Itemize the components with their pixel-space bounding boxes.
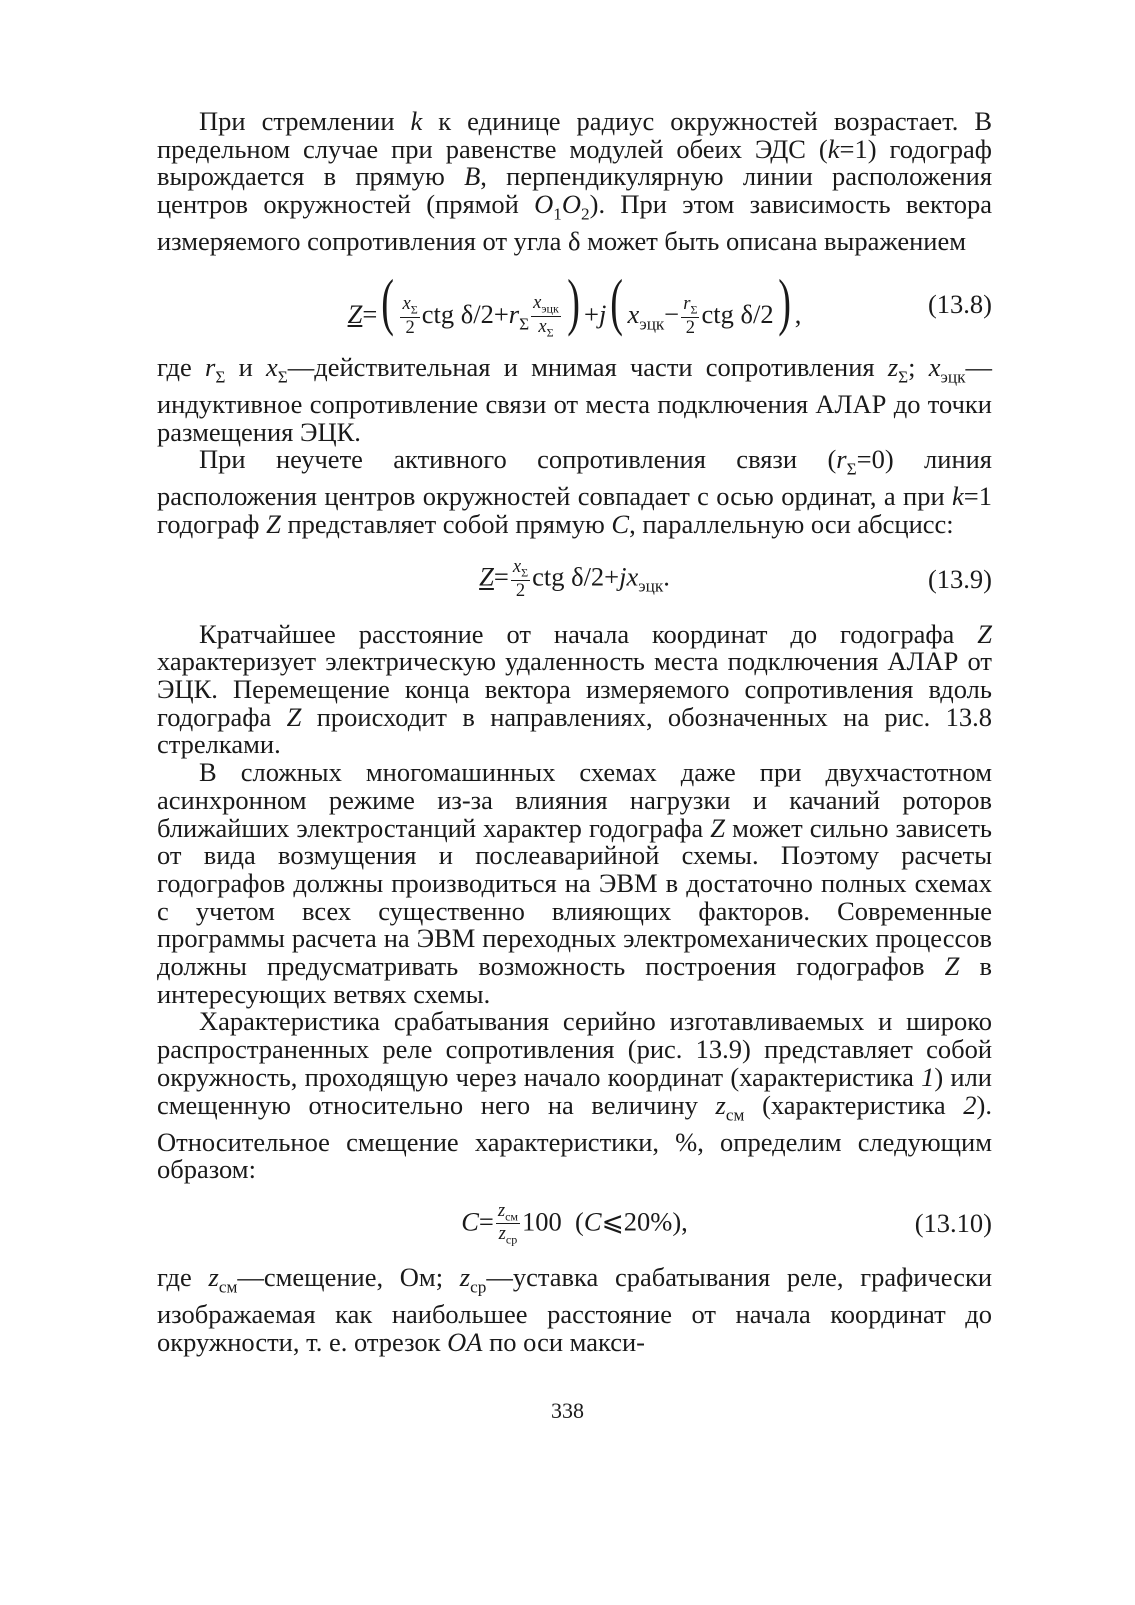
paragraph-3: При неучете активного сопротивления связи $(r_\Sigma=0)$ линия расположения центров окружностей совпадает с осью ординат, а при k=1 годограф Z представляет собой прямую C, параллельную оси абсцисс: bbox=[157, 444, 992, 539]
paragraph-6: Характеристика срабатывания серийно изготавливаемых и широко распространенных реле сопротивления (рис. 13.9) представляет собой окружность, проходящую через начало координат (характеристика 1) или смещенную относительно него на величину $z_{см}$ (характеристика 2). Относительное смещение характеристики, %, определим следующим образом: bbox=[157, 1006, 992, 1185]
paragraph-4: Кратчайшее расстояние от начала координат до годографа Z характеризует электрическую удаленность места подключения АЛАР от ЭЦК. Перемещение конца вектора измеряемого сопротивления вдоль годографа Z происходит в направлениях, обозначенных на рис. 13.8 стрелками. bbox=[157, 618, 992, 760]
paragraph-2: где $r_\Sigma$ и $x_\Sigma—действительная$ и мнимая части сопротивления $z_\Sigma$; $x_{эцк}—индуктивное$ сопротивление связи от места подключения АЛАР до точки размещения ЭЦК. bbox=[157, 351, 992, 447]
equation-number: (13.9) bbox=[927, 563, 992, 594]
page-body bbox=[157, 108, 992, 1356]
paragraph-5: В сложных многомашинных схемах даже при двухчастотном асинхронном режиме из-за влияния нагрузки и качаний роторов ближайших электростанций характер годографа Z может сильно зависеть от вида возмущения и послеаварийной схемы. Поэтому расчеты годографов должны производиться на ЭВМ в достаточно полных схемах с учетом всех существенно влияющих факторов. Современные программы расчета на ЭВМ переходных электромеханических процессов должны предусматривать возможность построения годографов Z в интересующих ветвях схемы. bbox=[157, 757, 992, 1009]
page-number: 338 bbox=[551, 1398, 584, 1423]
paragraph-1: При стремлении k к единице радиус окружностей возрастает. В предельном случае при равенстве модулей обеих ЭДС (k=1) годограф вырождается в прямую B, перпендикулярную линии расположения центров окружностей (прямой $O_1O_2$). При этом зависимость вектора измеряемого сопротивления от угла δ может быть описана выражением bbox=[157, 106, 993, 257]
equation-number: (13.10) bbox=[914, 1208, 992, 1239]
equation-13-9: Z= $\frac{x_\Sigma}{2}$ ctg $\delta/2+jx_{эцк}$. (13.9) bbox=[479, 556, 992, 602]
equation-13-8: Z=( $\frac{x_\Sigma}{2}$ ctg $\delta/2+r_\Sigma$ $\frac{x_{эцк}}{x_\Sigma}$ ) +j( $x_{эцк}-$ $\frac{r_\Sigma}{2}$ ctg δ/2) , (13.8) bbox=[347, 265, 992, 340]
equation-number: (13.8) bbox=[927, 288, 992, 319]
equation-13-10: C= $\frac{z_{см}}{z_{ср}}$ 100 (C⩽20%), (13.10) bbox=[461, 1199, 992, 1248]
paragraph-7: где $z_{см}—смещение$, Ом; $z_{ср}—уставка$ срабатывания реле, графически изображаемая как наибольшее расстояние от начала координат до окружности, т. е. отрезок OA по оси макси- bbox=[157, 1261, 993, 1357]
